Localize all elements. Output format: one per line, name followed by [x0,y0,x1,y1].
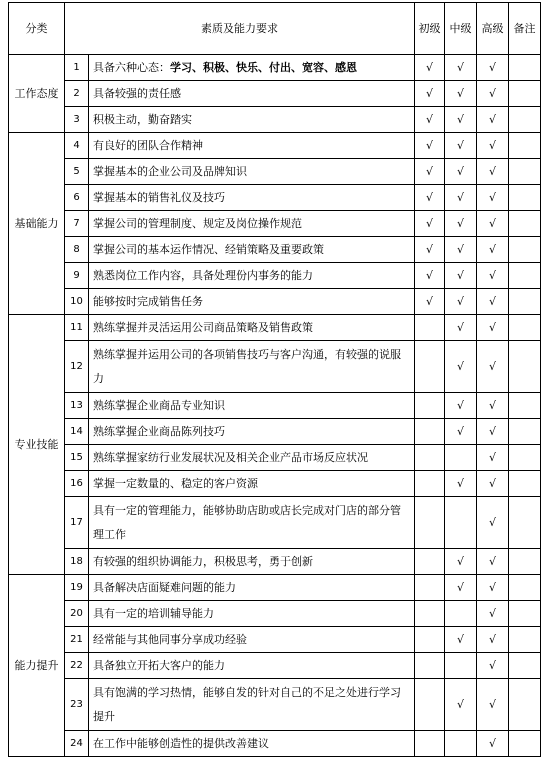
requirement-cell [89,341,415,393]
table-row [9,445,541,471]
middle-check: √ [445,549,477,575]
row-number: 17 [65,497,89,549]
row-number: 19 [65,575,89,601]
senior-check: √ [477,81,509,107]
middle-check [445,445,477,471]
senior-check: √ [477,419,509,445]
junior-check [415,471,445,497]
requirement-cell [89,107,415,133]
middle-check: √ [445,107,477,133]
requirement-cell [89,627,415,653]
table-row [9,731,541,757]
remark-cell [509,393,541,419]
competency-table [8,2,541,757]
senior-check: √ [477,185,509,211]
row-number: 20 [65,601,89,627]
junior-check [415,445,445,471]
row-number: 4 [65,133,89,159]
table-row [9,471,541,497]
requirement-cell [89,471,415,497]
remark-cell [509,497,541,549]
row-number: 11 [65,315,89,341]
senior-check: √ [477,653,509,679]
senior-check: √ [477,289,509,315]
table-row [9,549,541,575]
requirement-text: 掌握基本的企业公司及品牌知识 [93,164,247,178]
junior-check: √ [415,81,445,107]
row-number: 2 [65,81,89,107]
middle-check: √ [445,81,477,107]
remark-cell [509,575,541,601]
senior-check: √ [477,627,509,653]
requirement-text: 有良好的团队合作精神 [93,138,203,152]
table-row [9,315,541,341]
requirement-text: 具备解决店面疑难问题的能力 [93,580,236,594]
senior-check: √ [477,211,509,237]
remark-cell [509,81,541,107]
middle-check: √ [445,575,477,601]
remark-cell [509,653,541,679]
junior-check: √ [415,211,445,237]
requirement-cell [89,419,415,445]
requirement-text: 熟练掌握家纺行业发展状况及相关企业产品市场反应状况 [93,450,368,464]
requirement-emphasis: 学习、积极、快乐、付出、宽容、感恩 [170,60,357,74]
remark-cell [509,679,541,731]
remark-cell [509,263,541,289]
requirement-cell [89,81,415,107]
junior-check: √ [415,263,445,289]
remark-cell [509,289,541,315]
middle-check: √ [445,159,477,185]
requirement-text: 具有饱满的学习热情，能够自发的针对自己的不足之处进行学习提升 [93,685,401,723]
table-row [9,393,541,419]
middle-check: √ [445,341,477,393]
senior-check: √ [477,471,509,497]
category-cell: 能力提升 [9,575,65,757]
requirement-text: 熟练掌握并灵活运用公司商品策略及销售政策 [93,320,313,334]
senior-check: √ [477,393,509,419]
remark-cell [509,445,541,471]
junior-check: √ [415,107,445,133]
remark-cell [509,627,541,653]
junior-check: √ [415,289,445,315]
remark-cell [509,237,541,263]
category-cell: 工作态度 [9,55,65,133]
row-number: 13 [65,393,89,419]
junior-check: √ [415,237,445,263]
middle-check: √ [445,419,477,445]
senior-check: √ [477,159,509,185]
requirement-text: 熟练掌握并运用公司的各项销售技巧与客户沟通，有较强的说服力 [93,347,401,385]
junior-check [415,393,445,419]
remark-cell [509,55,541,81]
remark-cell [509,185,541,211]
senior-check: √ [477,575,509,601]
junior-check [415,315,445,341]
requirement-cell [89,679,415,731]
junior-check [415,653,445,679]
remark-cell [509,159,541,185]
category-cell: 专业技能 [9,315,65,575]
row-number: 24 [65,731,89,757]
senior-check: √ [477,55,509,81]
requirement-cell [89,575,415,601]
senior-check: √ [477,133,509,159]
table-row [9,237,541,263]
row-number: 14 [65,419,89,445]
remark-cell [509,601,541,627]
row-number: 8 [65,237,89,263]
row-number: 5 [65,159,89,185]
requirement-text: 熟练掌握企业商品陈列技巧 [93,424,225,438]
requirement-text: 具有一定的管理能力，能够协助店助或店长完成对门店的部分管理工作 [93,503,401,541]
junior-check: √ [415,55,445,81]
junior-check [415,341,445,393]
requirement-cell [89,653,415,679]
requirement-cell [89,497,415,549]
requirement-text: 具备较强的责任感 [93,86,181,100]
middle-check: √ [445,627,477,653]
senior-check: √ [477,315,509,341]
requirement-text: 具有一定的培训辅导能力 [93,606,214,620]
row-number: 21 [65,627,89,653]
table-row [9,133,541,159]
remark-cell [509,731,541,757]
remark-cell [509,549,541,575]
senior-check: √ [477,263,509,289]
requirement-cell [89,185,415,211]
table-row [9,55,541,81]
middle-check: √ [445,211,477,237]
requirement-text: 积极主动，勤奋踏实 [93,112,192,126]
row-number: 3 [65,107,89,133]
middle-check: √ [445,237,477,263]
middle-check: √ [445,185,477,211]
senior-check: √ [477,341,509,393]
senior-check: √ [477,237,509,263]
middle-check: √ [445,263,477,289]
junior-check [415,731,445,757]
senior-check: √ [477,679,509,731]
header-requirements: 素质及能力要求 [65,3,415,55]
senior-check: √ [477,497,509,549]
requirement-text: 有较强的组织协调能力，积极思考，勇于创新 [93,554,313,568]
middle-check: √ [445,393,477,419]
senior-check: √ [477,731,509,757]
requirement-cell [89,289,415,315]
table-row [9,263,541,289]
requirement-text: 能够按时完成销售任务 [93,294,203,308]
middle-check: √ [445,679,477,731]
middle-check [445,497,477,549]
requirement-text: 具备独立开拓大客户的能力 [93,658,225,672]
requirement-cell [89,159,415,185]
requirement-text: 掌握基本的销售礼仪及技巧 [93,190,225,204]
requirement-text: 在工作中能够创造性的提供改善建议 [93,736,269,750]
remark-cell [509,211,541,237]
requirement-cell [89,133,415,159]
junior-check: √ [415,133,445,159]
junior-check [415,679,445,731]
middle-check: √ [445,133,477,159]
table-row [9,107,541,133]
table-row [9,419,541,445]
requirement-text: 掌握一定数量的、稳定的客户资源 [93,476,258,490]
row-number: 10 [65,289,89,315]
table-row [9,497,541,549]
junior-check: √ [415,159,445,185]
requirement-cell [89,601,415,627]
requirement-cell [89,237,415,263]
middle-check [445,601,477,627]
table-row [9,81,541,107]
row-number: 9 [65,263,89,289]
junior-check: √ [415,185,445,211]
junior-check [415,419,445,445]
junior-check [415,575,445,601]
row-number: 6 [65,185,89,211]
middle-check [445,731,477,757]
requirement-cell [89,315,415,341]
senior-check: √ [477,601,509,627]
junior-check [415,549,445,575]
middle-check: √ [445,315,477,341]
middle-check: √ [445,471,477,497]
junior-check [415,601,445,627]
senior-check: √ [477,445,509,471]
table-row [9,679,541,731]
header-middle: 中级 [445,3,477,55]
row-number: 18 [65,549,89,575]
header-remark: 备注 [509,3,541,55]
header-category: 分类 [9,3,65,55]
junior-check [415,627,445,653]
row-number: 1 [65,55,89,81]
requirement-text: 掌握公司的基本运作情况、经销策略及重要政策 [93,242,324,256]
table-row [9,341,541,393]
requirement-cell [89,445,415,471]
header-junior: 初级 [415,3,445,55]
remark-cell [509,315,541,341]
table-row [9,211,541,237]
table-row [9,289,541,315]
requirement-text: 掌握公司的管理制度、规定及岗位操作规范 [93,216,302,230]
middle-check [445,653,477,679]
requirement-cell [89,549,415,575]
remark-cell [509,341,541,393]
header-row [9,3,541,55]
remark-cell [509,419,541,445]
senior-check: √ [477,549,509,575]
requirement-cell [89,211,415,237]
row-number: 23 [65,679,89,731]
requirement-cell [89,263,415,289]
middle-check: √ [445,289,477,315]
remark-cell [509,471,541,497]
table-row [9,601,541,627]
row-number: 16 [65,471,89,497]
requirement-text: 具备六种心态： [93,60,170,74]
requirement-text: 熟练掌握企业商品专业知识 [93,398,225,412]
requirement-text: 经常能与其他同事分享成功经验 [93,632,247,646]
requirement-cell [89,731,415,757]
requirement-cell [89,393,415,419]
category-cell: 基础能力 [9,133,65,315]
requirement-cell [89,55,415,81]
table-row [9,627,541,653]
table-row [9,653,541,679]
header-senior: 高级 [477,3,509,55]
middle-check: √ [445,55,477,81]
remark-cell [509,107,541,133]
requirement-text: 熟悉岗位工作内容，具备处理份内事务的能力 [93,268,313,282]
row-number: 15 [65,445,89,471]
junior-check [415,497,445,549]
remark-cell [509,133,541,159]
table-row [9,185,541,211]
table-row [9,575,541,601]
row-number: 22 [65,653,89,679]
row-number: 12 [65,341,89,393]
row-number: 7 [65,211,89,237]
senior-check: √ [477,107,509,133]
table-row [9,159,541,185]
